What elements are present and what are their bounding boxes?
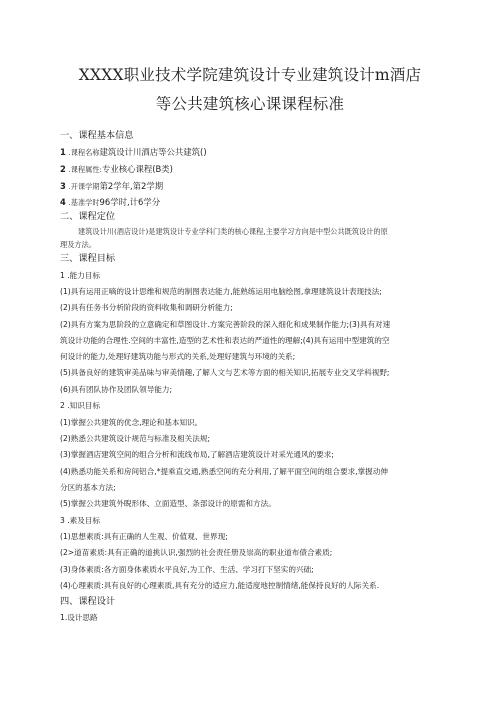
paragraph-line: (5)掌握公共建筑外睨形体、立面造型、条部设计的原需和方法。 — [60, 499, 276, 508]
paragraph-line: (1)掌握公共建筑的优念,理论和基本知识。 — [60, 418, 203, 427]
paragraph-line: (2)具有方案为思阶段的立意确定和草图设计.方案完善阶段的深入细化和成果制作能力;(3)具有对速 — [60, 320, 391, 329]
paragraph-line: 建筑设计川(酒店设计)是建筑设计专业学科门类的核心课程,主要学习方向是中型公共既筑设计的原 — [78, 227, 388, 236]
item-value: 96学时,计6学分 — [99, 197, 161, 207]
paragraph-line: (4)心理素质:具有良好的心理素质,具有充分的适应力,能适度地控制情绪,能保持良好的人际关系. — [60, 581, 380, 590]
paragraph-line: (5)具备良好的建筑审美品味与审美情趣,了解人文与艺术等方面的相关知识,拓展专业交叉学科视野; — [60, 368, 390, 377]
item-number: 3 — [60, 181, 66, 191]
course-attribute-row — [60, 164, 445, 175]
item-label: .基准学时 — [68, 198, 100, 207]
section-heading-course-design: 四、课程设计 — [60, 596, 116, 607]
subheading-quality-goals: 3 .素及目标 — [60, 516, 101, 525]
paragraph-line: (1)思想素质:具有正确的人生观、价值观、世界现; — [60, 532, 228, 541]
subheading-knowledge-goals: 2 .知识目标 — [60, 401, 101, 410]
paragraph-line: (4)熟悉功能关系和房间铝合,*提乘直交通,熟悉空间的充分利用,了解平面空间的组合要求,掌握动伸 — [60, 467, 388, 476]
paragraph-line: (2)具有任务书分析阶段的资料收集和调研分析能力; — [60, 303, 233, 312]
course-semester-row — [60, 181, 445, 192]
section-heading-basic-info: 一、课程基本信息 — [60, 130, 134, 141]
paragraph-line: 理及方法。 — [60, 240, 96, 249]
paragraph-line: (6)具有团队协作及团队领导能力; — [60, 385, 173, 394]
item-number: 2 — [60, 164, 66, 174]
item-label: .课程属性: — [68, 165, 102, 174]
paragraph-line: 何设计的能力,处理好建筑功能与形式的关系,处理好建筑与环境的关系; — [60, 352, 296, 361]
subheading-ability-goals: 1 .能力目标 — [60, 271, 101, 280]
section-heading-course-position: 二、课程定位 — [60, 211, 116, 222]
paragraph-line: (3)身体素质:各方面身体素质水平良好,为工作、生活、学习打下坚实的兴础; — [60, 565, 314, 574]
course-name-row — [60, 147, 445, 158]
item-value: 建筑设计川酒店等公共建筑() — [99, 147, 207, 157]
item-number: 1 — [60, 147, 66, 157]
paragraph-line: 筑设计功能的合理性.空间的丰富性,造型的艺术性和表达的严道性的理解;(4)具有运用中型建筑的空 — [60, 336, 390, 345]
item-label: .开课学期 — [68, 182, 100, 191]
paragraph-line: (2)熟悉公共建筑设计规范与标准及相关法规; — [60, 434, 211, 443]
paragraph-line: (3)掌握酒店建筑空间的组合分析和流线布局,了解酒店建筑设计对采光通风的要求; — [60, 450, 334, 459]
item-value: 专业核心课程(B类) — [101, 164, 173, 174]
item-number: 4 — [60, 197, 66, 207]
paragraph-line: 分区的基本方法; — [60, 483, 116, 492]
paragraph-line: (1)具有运用正嘀的设计思维和规范的制图表达能力,能熟练运用电脑绘图,拿理建筑设计表现技法; — [60, 287, 382, 296]
document-title-line2: 等公共建筑核心课课程标准 — [155, 95, 345, 113]
course-hours-row — [60, 197, 445, 208]
document-title-line1: XXXX职业技术学院建筑设计专业建筑设计m酒店 — [78, 66, 422, 84]
item-value: 第2学年,第2学期 — [99, 181, 164, 191]
item-label: .课程名称 — [68, 148, 100, 157]
paragraph-line: (2>道苗素质:具有正确的道挑认识,强烈的社会责任册及崇高的职业道布债合素质; — [60, 548, 333, 557]
subheading-design-approach: 1.设计思路 — [60, 613, 98, 622]
section-heading-course-goals: 三、课程目标 — [60, 253, 116, 264]
